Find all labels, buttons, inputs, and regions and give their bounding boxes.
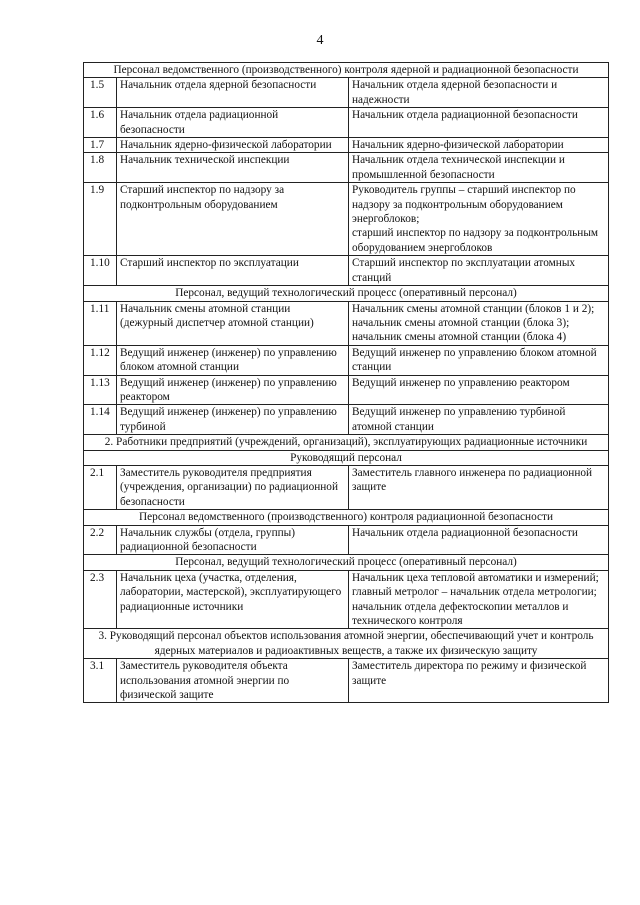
equivalent-position-cell: Начальник отдела технической инспекции и промышленной безопасности	[349, 153, 609, 183]
row-number: 1.14	[84, 405, 117, 435]
page-number: 4	[316, 33, 324, 48]
table-row	[84, 345, 609, 375]
equivalent-position-cell: Начальник цеха тепловой автоматики и измерений; главный метролог – начальник отдела метрологии; начальник отдела дефектоскопии металлов и технического контроля	[349, 570, 609, 629]
table-row	[84, 570, 609, 629]
table-row	[84, 301, 609, 345]
section-heading-row	[84, 629, 609, 659]
position-cell: Заместитель руководителя объекта использования атомной энергии по физической защите	[117, 659, 349, 703]
row-number: 1.7	[84, 138, 117, 153]
section-heading: Персонал ведомственного (производственного) контроля ядерной и радиационной безопасности	[84, 63, 609, 78]
section-heading: 3. Руководящий персонал объектов использования атомной энергии, обеспечивающий учет и контроль ядерных материалов и радиоактивных веществ, а также их физическую защиту	[84, 629, 609, 659]
section-heading-row	[84, 510, 609, 525]
position-cell: Начальник службы (отдела, группы) радиационной безопасности	[117, 525, 349, 555]
equivalent-position-cell: Начальник отдела радиационной безопасности	[349, 525, 609, 555]
equivalent-position-cell: Заместитель главного инженера по радиационной защите	[349, 465, 609, 509]
section-heading-row	[84, 450, 609, 465]
row-number: 1.11	[84, 301, 117, 345]
position-cell: Начальник цеха (участка, отделения, лаборатории, мастерской), эксплуатирующего радиационные источники	[117, 570, 349, 629]
equivalent-position-cell: Старший инспектор по эксплуатации атомных станций	[349, 256, 609, 286]
equivalent-position-cell: Ведущий инженер по управлению турбиной атомной станции	[349, 405, 609, 435]
position-cell: Начальник смены атомной станции (дежурный диспетчер атомной станции)	[117, 301, 349, 345]
section-heading: Персонал ведомственного (производственного) контроля радиационной безопасности	[84, 510, 609, 525]
row-number: 1.10	[84, 256, 117, 286]
table-row	[84, 659, 609, 703]
section-heading-row	[84, 435, 609, 450]
row-number: 1.9	[84, 183, 117, 256]
section-heading: Персонал, ведущий технологический процесс (оперативный персонал)	[84, 555, 609, 570]
equivalent-position-cell: Начальник ядерно-физической лаборатории	[349, 138, 609, 153]
row-number: 1.12	[84, 345, 117, 375]
section-heading: 2. Работники предприятий (учреждений, организаций), эксплуатирующих радиационные источники	[84, 435, 609, 450]
equivalent-position-cell: Ведущий инженер по управлению блоком атомной станции	[349, 345, 609, 375]
position-cell: Ведущий инженер (инженер) по управлению блоком атомной станции	[117, 345, 349, 375]
equivalent-position-cell: Начальник отдела ядерной безопасности и надежности	[349, 78, 609, 108]
table-row	[84, 465, 609, 509]
table-row	[84, 108, 609, 138]
table-row	[84, 138, 609, 153]
position-cell: Начальник отдела радиационной безопасности	[117, 108, 349, 138]
position-cell: Заместитель руководителя предприятия (учреждения, организации) по радиационной безопасности	[117, 465, 349, 509]
row-number: 2.1	[84, 465, 117, 509]
row-number: 3.1	[84, 659, 117, 703]
section-heading: Руководящий персонал	[84, 450, 609, 465]
position-cell: Ведущий инженер (инженер) по управлению турбиной	[117, 405, 349, 435]
table-row	[84, 183, 609, 256]
equivalent-position-cell: Начальник отдела радиационной безопасности	[349, 108, 609, 138]
equivalent-position-cell: Ведущий инженер по управлению реактором	[349, 375, 609, 405]
position-cell: Начальник ядерно-физической лаборатории	[117, 138, 349, 153]
row-number: 2.3	[84, 570, 117, 629]
row-number: 1.5	[84, 78, 117, 108]
row-number: 1.6	[84, 108, 117, 138]
row-number: 1.8	[84, 153, 117, 183]
section-heading-row	[84, 286, 609, 301]
positions-table	[83, 62, 609, 703]
equivalent-position-cell: Заместитель директора по режиму и физической защите	[349, 659, 609, 703]
table-row	[84, 405, 609, 435]
row-number: 2.2	[84, 525, 117, 555]
section-heading-row	[84, 63, 609, 78]
position-cell: Ведущий инженер (инженер) по управлению реактором	[117, 375, 349, 405]
equivalent-position-cell: Руководитель группы – старший инспектор по надзору за подконтрольным оборудованием энергоблоков; старший инспектор по надзору за подконтрольным оборудованием энергоблоков	[349, 183, 609, 256]
row-number: 1.13	[84, 375, 117, 405]
position-cell: Старший инспектор по эксплуатации	[117, 256, 349, 286]
table-row	[84, 153, 609, 183]
table-row	[84, 375, 609, 405]
position-cell: Начальник технической инспекции	[117, 153, 349, 183]
equivalent-position-cell: Начальник смены атомной станции (блоков 1 и 2); начальник смены атомной станции (блока 3); начальник смены атомной станции (блока 4)	[349, 301, 609, 345]
position-cell: Старший инспектор по надзору за подконтрольным оборудованием	[117, 183, 349, 256]
position-cell: Начальник отдела ядерной безопасности	[117, 78, 349, 108]
table-row	[84, 78, 609, 108]
table-row	[84, 525, 609, 555]
section-heading-row	[84, 555, 609, 570]
section-heading: Персонал, ведущий технологический процесс (оперативный персонал)	[84, 286, 609, 301]
table-row	[84, 256, 609, 286]
